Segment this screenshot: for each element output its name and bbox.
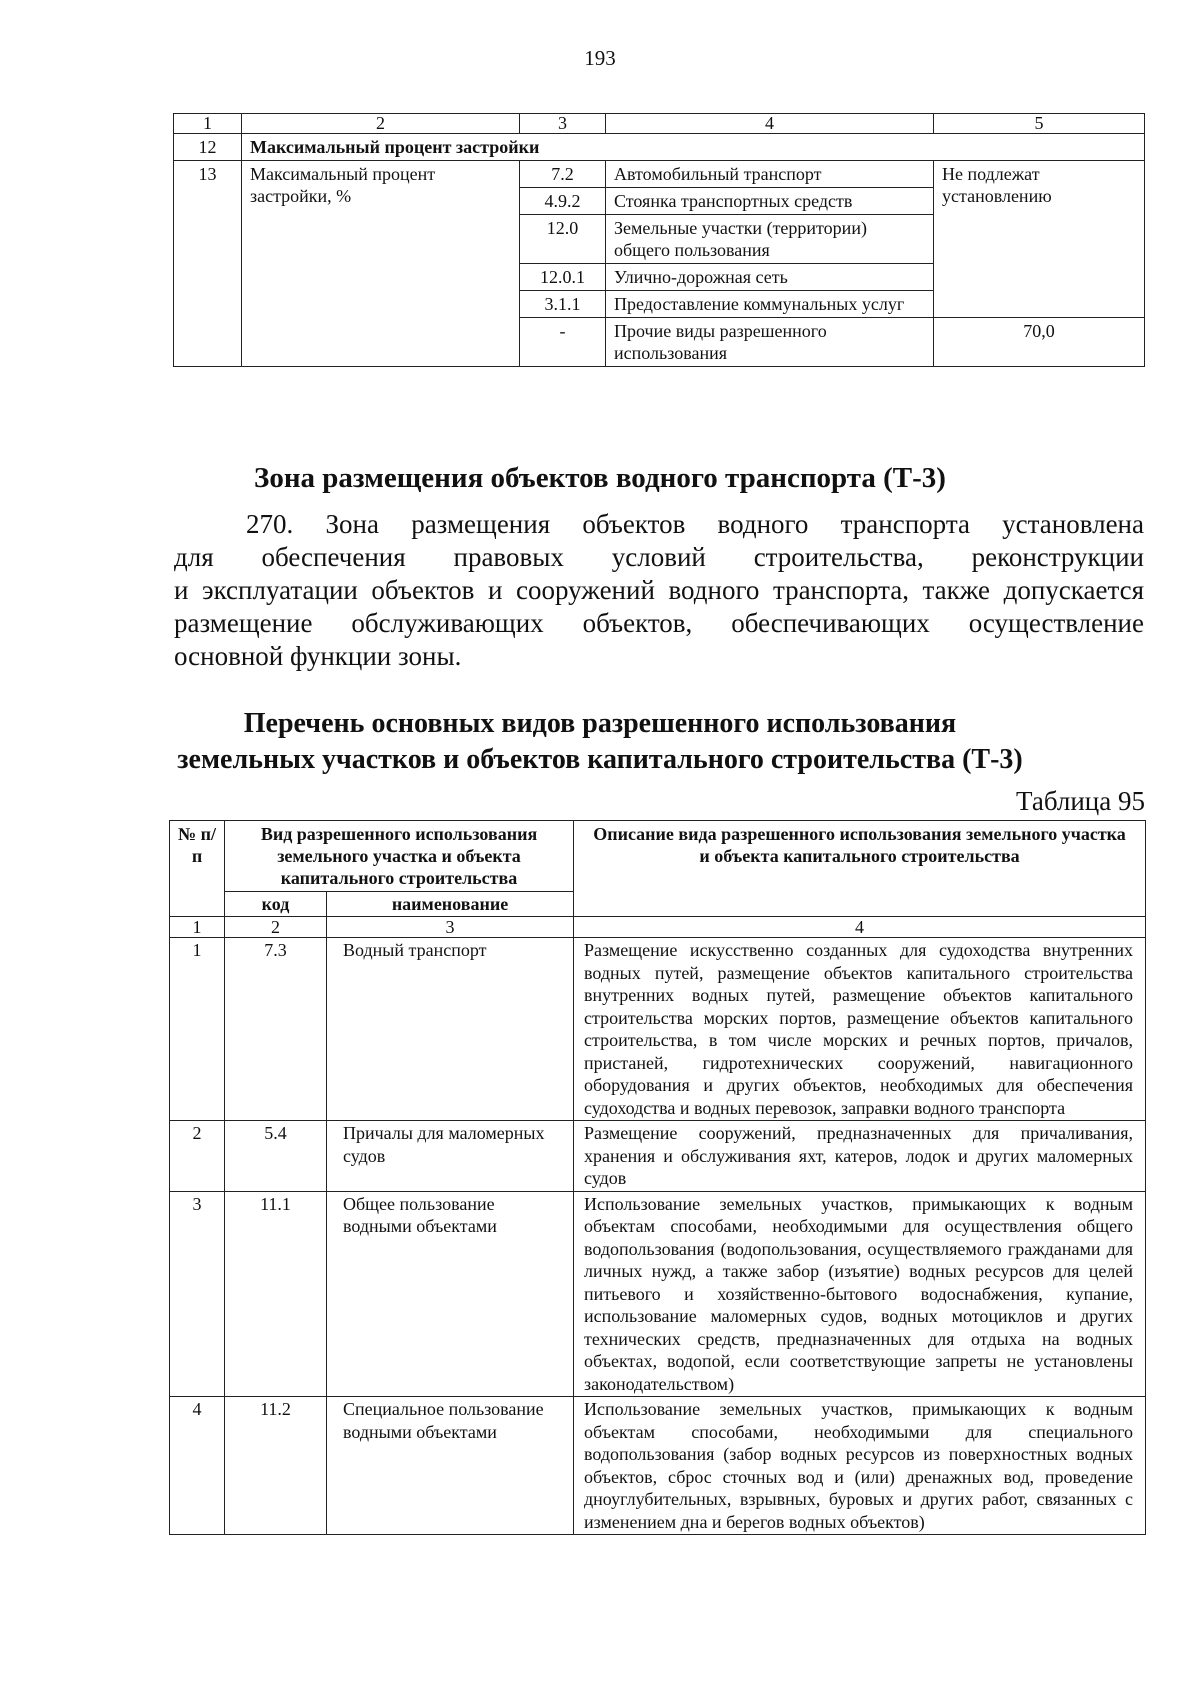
row-number: 3 <box>170 1191 225 1397</box>
list-title-line: земельных участков и объектов капитального строительства (Т-3) <box>177 744 1023 775</box>
paragraph-line: размещение обслуживающих объектов, обеспечивающих осуществление <box>174 608 1144 638</box>
use-name: Общее пользование водными объектами <box>327 1191 574 1397</box>
use-name: Стоянка транспортных средств <box>606 188 934 215</box>
header-description: Описание вида разрешенного использования земельного участка и объекта капитального строительства <box>574 821 1146 917</box>
table-row <box>174 161 1145 188</box>
use-name: Причалы для маломерных судов <box>327 1121 574 1192</box>
header-code: код <box>225 892 327 917</box>
table-row <box>170 1397 1146 1535</box>
use-code: 11.1 <box>225 1191 327 1397</box>
use-name: Земельные участки (территории) общего пользования <box>606 215 934 264</box>
table-row <box>174 134 1145 161</box>
use-description: Использование земельных участков, примыкающих к водным объектам способами, необходимыми для специального водопользования (забор водных ресурсов из поверхностных водных объектов, сброс сточных вод и (или) дренажных вод, проведение дноуглубительных, взрывных, буровых и других работ, связанных с изменением дна и берегов водных объектов) <box>574 1397 1146 1535</box>
use-name: Водный транспорт <box>327 938 574 1121</box>
use-description: Размещение искусственно созданных для судоходства внутренних водных путей, размещение объектов капитального строительства внутренних водных путей, размещение объектов капитального строительства морских портов, размещение объектов капитального строительства, в том числе морских и речных портов, причалов, пристаней, гидротехнических сооружений, навигационного оборудования и других объектов, необходимых для обеспечения судоходства и водных перевозок, заправки водного транспорта <box>574 938 1146 1121</box>
use-code: 11.2 <box>225 1397 327 1535</box>
paragraph-line: основной функции зоны. <box>174 641 462 671</box>
table-row <box>170 1121 1146 1192</box>
header-kind: Вид разрешенного использования земельного участка и объекта капитального строительства <box>225 821 574 892</box>
use-code: 7.2 <box>520 161 606 188</box>
parameter-value: Не подлежат установлению <box>934 161 1145 318</box>
row-number: 12 <box>174 134 242 161</box>
column-number-row <box>174 114 1145 134</box>
use-description: Размещение сооружений, предназначенных для причаливания, хранения и обслуживания яхт, катеров, лодок и других маломерных судов <box>574 1121 1146 1192</box>
column-number: 2 <box>242 114 520 134</box>
parameter-value: 70,0 <box>934 318 1145 367</box>
header-row <box>170 821 1146 892</box>
zone-paragraph <box>174 508 1144 673</box>
use-name: Специальное пользование водными объектами <box>327 1397 574 1535</box>
column-number: 3 <box>327 917 574 938</box>
paragraph-line: для обеспечения правовых условий строительства, реконструкции <box>174 542 1144 572</box>
row-number: 1 <box>170 938 225 1121</box>
use-code: 12.0 <box>520 215 606 264</box>
paragraph-line: и эксплуатации объектов и сооружений водного транспорта, также допускается <box>174 575 1144 605</box>
use-name: Улично-дорожная сеть <box>606 264 934 291</box>
header-name: наименование <box>327 892 574 917</box>
section-title: Максимальный процент застройки <box>242 134 1145 161</box>
header-num: № п/п <box>170 821 225 917</box>
zone-title: Зона размещения объектов водного транспорта (Т-3) <box>254 462 946 494</box>
main-table <box>169 820 1146 1535</box>
use-code: 5.4 <box>225 1121 327 1192</box>
column-number-row <box>170 917 1146 938</box>
list-title-line: Перечень основных видов разрешенного использования <box>243 708 957 739</box>
parameter-name: Максимальный процент застройки, % <box>242 161 520 367</box>
table-caption: Таблица 95 <box>1016 786 1145 816</box>
column-number: 1 <box>174 114 242 134</box>
column-number: 1 <box>170 917 225 938</box>
page-number: 193 <box>584 46 616 70</box>
list-title <box>0 706 1200 778</box>
use-name: Прочие виды разрешенного использования <box>606 318 934 367</box>
use-code: 7.3 <box>225 938 327 1121</box>
row-number: 13 <box>174 161 242 367</box>
table-row <box>170 938 1146 1121</box>
top-table <box>173 113 1145 367</box>
row-number: 4 <box>170 1397 225 1535</box>
use-name: Автомобильный транспорт <box>606 161 934 188</box>
use-code: - <box>520 318 606 367</box>
column-number: 3 <box>520 114 606 134</box>
paragraph-line: 270. Зона размещения объектов водного транспорта установлена <box>246 509 1144 539</box>
column-number: 4 <box>574 917 1146 938</box>
use-name: Предоставление коммунальных услуг <box>606 291 934 318</box>
use-description: Использование земельных участков, примыкающих к водным объектам способами, необходимыми для осуществления общего водопользования (водопользования, осуществляемого гражданами для личных нужд, а также забор (изъятие) водных ресурсов для целей питьевого и хозяйственно-бытового водоснабжения, купание, использование маломерных судов, водных мотоциклов и других технических средств, предназначенных для отдыха на водных объектах, водопой, если соответствующие запреты не установлены законодательством) <box>574 1191 1146 1397</box>
use-code: 4.9.2 <box>520 188 606 215</box>
use-code: 3.1.1 <box>520 291 606 318</box>
column-number: 2 <box>225 917 327 938</box>
column-number: 4 <box>606 114 934 134</box>
use-code: 12.0.1 <box>520 264 606 291</box>
row-number: 2 <box>170 1121 225 1192</box>
table-row <box>170 1191 1146 1397</box>
column-number: 5 <box>934 114 1145 134</box>
